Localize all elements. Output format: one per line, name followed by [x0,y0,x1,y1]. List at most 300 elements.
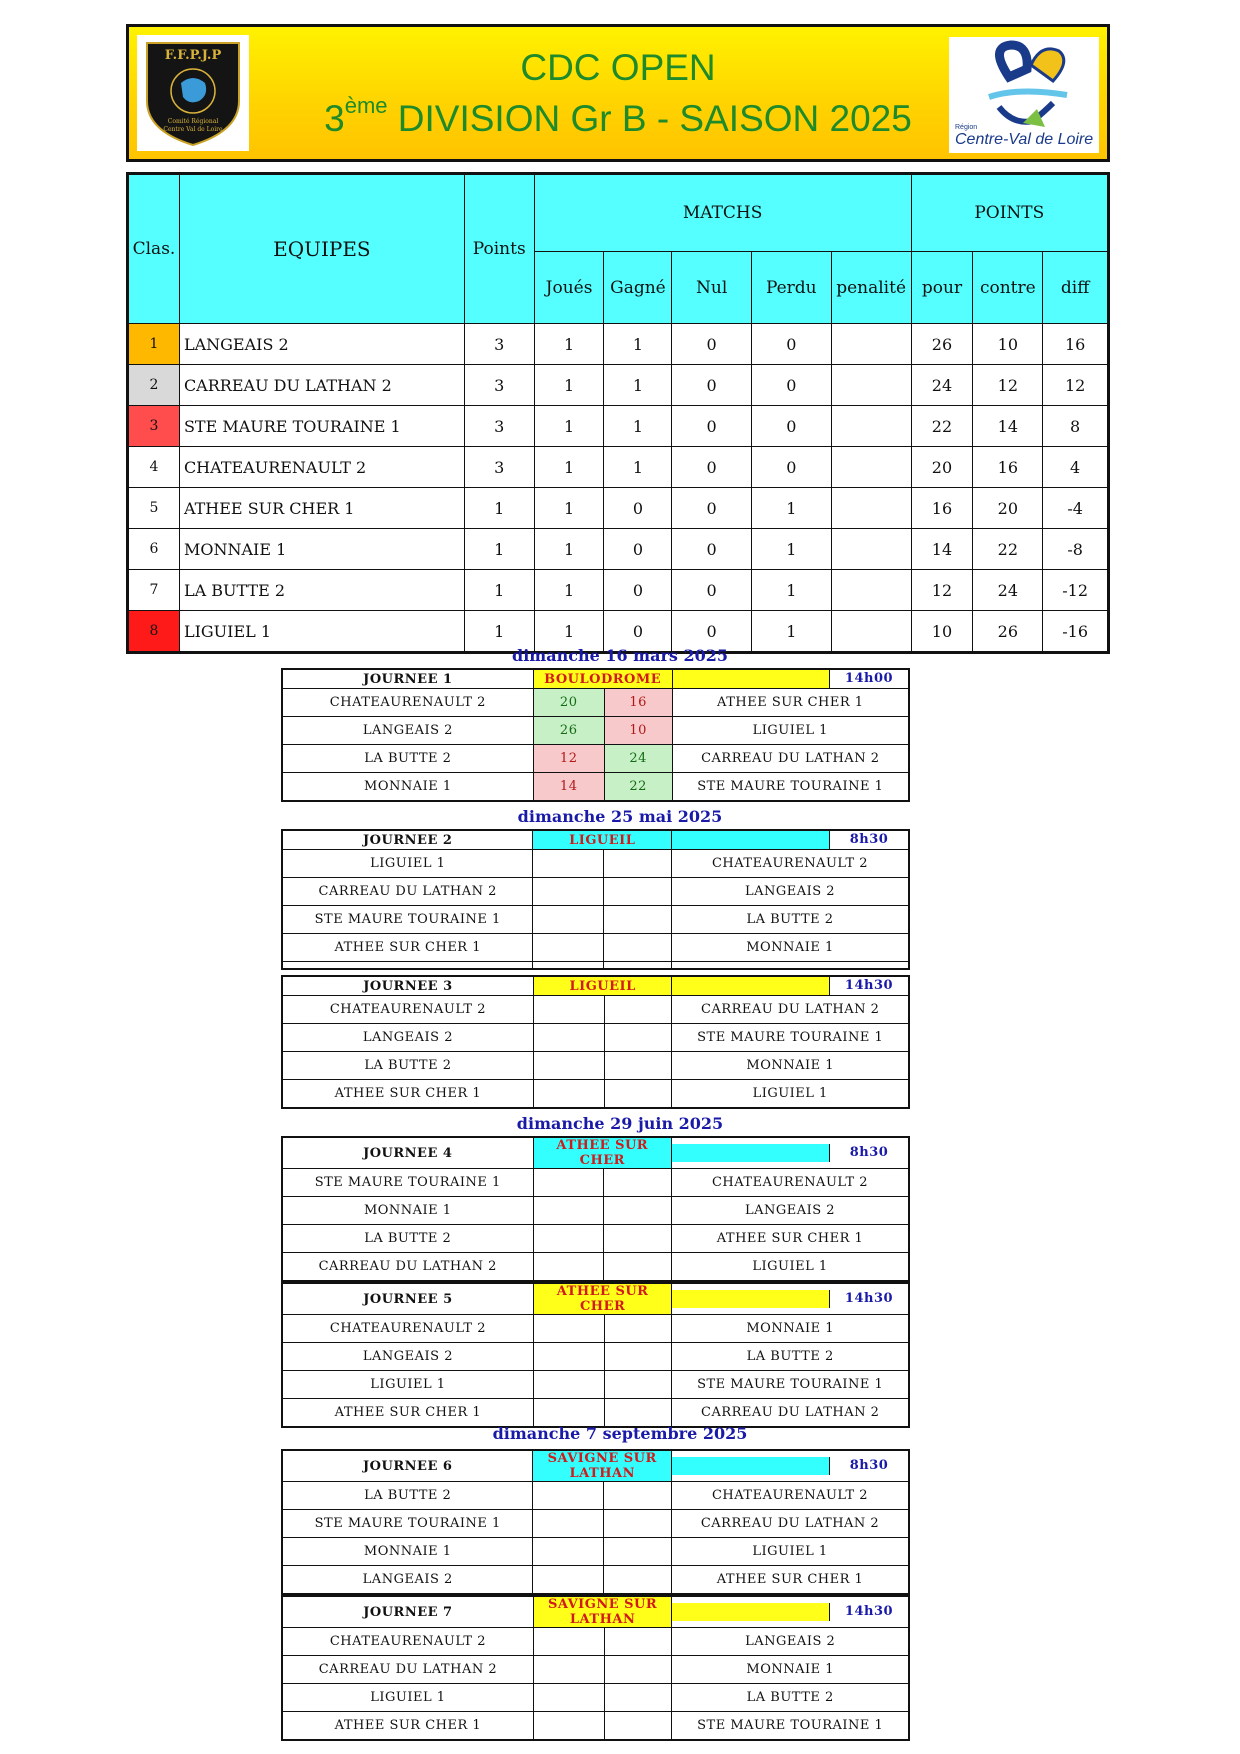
cell-penalite [831,365,911,406]
match-row [282,850,909,878]
cell-rank: 5 [128,488,180,529]
match-s2: 10 [604,717,672,745]
match-away: MONNAIE 1 [672,934,909,962]
cell-perdu: 0 [751,406,831,447]
journee-venue-time [672,1137,909,1169]
match-away: CARREAU DU LATHAN 2 [672,745,909,773]
match-away: MONNAIE 1 [672,1656,909,1684]
spacer-cell [282,962,533,970]
match-s2 [604,1052,672,1080]
cell-rank: 2 [128,365,180,406]
cell-contre: 24 [973,570,1043,611]
match-s2 [604,1253,672,1282]
cell-joues: 1 [534,611,604,653]
cell-points: 1 [464,611,534,653]
journee-time: 14h30 [844,1604,894,1619]
match-home: LA BUTTE 2 [282,1052,533,1080]
cell-nul: 0 [672,570,752,611]
match-row [282,1399,909,1428]
cell-pour: 12 [911,570,973,611]
standings-row [128,488,1109,529]
match-s1 [533,1343,604,1371]
cell-points: 1 [464,570,534,611]
cell-rank: 1 [128,324,180,365]
col-header-contre: contre [973,252,1043,324]
journee-time: 8h30 [849,832,889,847]
cell-nul: 0 [672,529,752,570]
cell-diff: 12 [1043,365,1109,406]
date-heading: dimanche 7 septembre 2025 [492,1424,748,1443]
match-home: CHATEAURENAULT 2 [282,689,533,717]
match-s1 [533,878,604,906]
match-row [282,996,909,1024]
match-away: CHATEAURENAULT 2 [672,1482,909,1510]
match-home: LANGEAIS 2 [282,1024,533,1052]
cell-contre: 14 [973,406,1043,447]
match-row [282,878,909,906]
cell-team: CARREAU DU LATHAN 2 [179,365,464,406]
cell-diff: -4 [1043,488,1109,529]
cell-gagne: 0 [604,488,672,529]
cell-diff: -12 [1043,570,1109,611]
match-s2 [604,1656,672,1684]
match-home: ATHEE SUR CHER 1 [282,1080,533,1109]
match-s2 [604,934,672,962]
cell-joues: 1 [534,447,604,488]
journee-venue-time [672,1450,909,1482]
match-home: MONNAIE 1 [282,773,533,802]
cell-diff: 4 [1043,447,1109,488]
standings-row [128,570,1109,611]
match-row [282,1510,909,1538]
match-s1 [533,850,604,878]
match-s2 [604,996,672,1024]
match-away: ATHEE SUR CHER 1 [672,1566,909,1595]
col-header-points-group: POINTS [911,174,1108,252]
match-away: MONNAIE 1 [672,1315,909,1343]
subtitle-text: DIVISION Gr B - SAISON 2025 [387,98,912,139]
cell-team: LIGUIEL 1 [179,611,464,653]
match-row [282,1253,909,1282]
match-home: STE MAURE TOURAINE 1 [282,1169,533,1197]
match-away: CHATEAURENAULT 2 [672,1169,909,1197]
journee-table [281,1595,910,1741]
cell-team: CHATEAURENAULT 2 [179,447,464,488]
col-header-nul: Nul [672,252,752,324]
match-s2: 22 [604,773,672,802]
match-away: LANGEAIS 2 [672,1628,909,1656]
cell-nul: 0 [672,447,752,488]
match-home: ATHEE SUR CHER 1 [282,934,533,962]
date-heading: dimanche 25 mai 2025 [517,807,723,826]
match-row [282,773,909,802]
cell-pour: 22 [911,406,973,447]
cell-rank: 7 [128,570,180,611]
spacer-cell [604,962,672,970]
col-header-pour: pour [911,252,973,324]
cell-penalite [831,488,911,529]
col-header-points: Points [464,174,534,324]
match-s2 [604,1080,672,1109]
match-away: STE MAURE TOURAINE 1 [672,1371,909,1399]
match-home: CHATEAURENAULT 2 [282,1315,533,1343]
logo-left-title: F.F.P.J.P [164,48,222,63]
cell-diff: 8 [1043,406,1109,447]
standings-row [128,365,1109,406]
match-row [282,1169,909,1197]
journee-venue: SAVIGNE SUR LATHAN [533,1450,672,1482]
match-home: LANGEAIS 2 [282,717,533,745]
standings-table [126,172,1110,654]
match-row [282,1538,909,1566]
match-s2 [604,1343,672,1371]
match-s1 [533,1482,604,1510]
match-away: LA BUTTE 2 [672,1343,909,1371]
cell-gagne: 0 [604,570,672,611]
match-s2 [604,850,672,878]
cell-pour: 26 [911,324,973,365]
spacer-cell [533,962,604,970]
cell-contre: 22 [973,529,1043,570]
match-s1 [533,1628,604,1656]
match-home: CARREAU DU LATHAN 2 [282,1656,533,1684]
match-s2 [604,1315,672,1343]
journee-time: 8h30 [849,1458,889,1473]
cell-team: STE MAURE TOURAINE 1 [179,406,464,447]
logo-left-sub3: Centre Val de Loire [163,126,223,133]
match-s2 [604,906,672,934]
match-s2 [604,1169,672,1197]
match-row [282,1197,909,1225]
journee-label: JOURNEE 3 [282,976,533,996]
cell-nul: 0 [672,488,752,529]
journee-time: 14h30 [844,978,894,993]
match-away: CARREAU DU LATHAN 2 [672,1399,909,1428]
match-s2 [604,1628,672,1656]
match-home: CHATEAURENAULT 2 [282,1628,533,1656]
cell-points: 3 [464,324,534,365]
match-away: CARREAU DU LATHAN 2 [672,1510,909,1538]
match-s1 [533,1052,604,1080]
subtitle-number: 3 [324,98,345,139]
match-s1 [533,1510,604,1538]
cell-rank: 3 [128,406,180,447]
journee-label: JOURNEE 5 [282,1283,533,1315]
venue-fill [672,977,830,995]
cell-points: 1 [464,529,534,570]
journee-venue-time [672,669,909,689]
match-home: STE MAURE TOURAINE 1 [282,1510,533,1538]
match-s1 [533,906,604,934]
match-away: LIGUIEL 1 [672,717,909,745]
match-s2 [604,1399,672,1428]
journee-venue-time [672,830,909,850]
venue-fill [672,1144,830,1162]
journee-venue: ATHEE SUR CHER [533,1283,672,1315]
match-s2 [604,1225,672,1253]
cell-joues: 1 [534,365,604,406]
cell-nul: 0 [672,611,752,653]
match-s1 [533,1225,604,1253]
cell-contre: 26 [973,611,1043,653]
journee-venue: LIGUEIL [533,830,672,850]
venue-fill [673,670,830,688]
col-header-matchs: MATCHS [534,174,911,252]
journee-table [281,829,910,970]
match-away: STE MAURE TOURAINE 1 [672,1024,909,1052]
standings-row [128,406,1109,447]
match-away: LIGUIEL 1 [672,1080,909,1109]
match-row [282,906,909,934]
cell-perdu: 1 [751,488,831,529]
match-s1 [533,1712,604,1741]
match-away: LANGEAIS 2 [672,878,909,906]
match-s2 [604,878,672,906]
cell-perdu: 0 [751,447,831,488]
journee-label: JOURNEE 4 [282,1137,533,1169]
cell-gagne: 1 [604,447,672,488]
journee-label: JOURNEE 2 [282,830,533,850]
cell-contre: 16 [973,447,1043,488]
standings-row [128,447,1109,488]
col-header-clas: Clas. [128,174,180,324]
journee-venue: ATHEE SUR CHER [533,1137,672,1169]
journee-venue: SAVIGNE SUR LATHAN [533,1596,672,1628]
journee-header [282,976,909,996]
journee-table [281,668,910,802]
region-logo [949,37,1099,153]
match-row [282,1628,909,1656]
col-header-equipes: EQUIPES [179,174,464,324]
date-heading: dimanche 16 mars 2025 [512,646,728,665]
cell-nul: 0 [672,365,752,406]
cell-gagne: 1 [604,324,672,365]
match-s2 [604,1371,672,1399]
journee-venue: BOULODROME [533,669,672,689]
col-header-diff: diff [1043,252,1109,324]
journee-venue-time [672,1283,909,1315]
match-home: LA BUTTE 2 [282,1482,533,1510]
standings-row [128,324,1109,365]
match-s2 [604,1482,672,1510]
match-home: ATHEE SUR CHER 1 [282,1712,533,1741]
journee-table [281,975,910,1109]
match-row [282,1482,909,1510]
match-home: LA BUTTE 2 [282,1225,533,1253]
cell-nul: 0 [672,324,752,365]
match-away: LA BUTTE 2 [672,906,909,934]
match-row [282,689,909,717]
match-away: LANGEAIS 2 [672,1197,909,1225]
match-s2 [604,1684,672,1712]
match-home: MONNAIE 1 [282,1197,533,1225]
cell-joues: 1 [534,406,604,447]
cell-rank: 6 [128,529,180,570]
journee-venue-time [672,1596,909,1628]
match-away: LIGUIEL 1 [672,1538,909,1566]
col-header-perdu: Perdu [751,252,831,324]
page-title: CDC OPEN [520,47,716,88]
header-banner [126,24,1110,162]
match-home: LANGEAIS 2 [282,1343,533,1371]
cell-perdu: 0 [751,324,831,365]
cell-perdu: 1 [751,529,831,570]
cell-penalite [831,324,911,365]
cell-gagne: 0 [604,611,672,653]
venue-fill [672,1603,830,1621]
cell-joues: 1 [534,570,604,611]
journee-header [282,1283,909,1315]
match-away: MONNAIE 1 [672,1052,909,1080]
cell-penalite [831,406,911,447]
match-away: LA BUTTE 2 [672,1684,909,1712]
cell-penalite [831,529,911,570]
cell-pour: 16 [911,488,973,529]
match-s1 [533,1684,604,1712]
match-row [282,1371,909,1399]
cell-points: 3 [464,365,534,406]
journee-venue: LIGUEIL [533,976,672,996]
match-away: CARREAU DU LATHAN 2 [672,996,909,1024]
journee-table [281,1136,910,1282]
match-home: ATHEE SUR CHER 1 [282,1399,533,1428]
cell-joues: 1 [534,529,604,570]
region-name: Centre-Val de Loire [955,131,1094,148]
match-s1 [533,1315,604,1343]
cell-contre: 12 [973,365,1043,406]
match-home: LIGUIEL 1 [282,1684,533,1712]
journee-header [282,1596,909,1628]
journee-label: JOURNEE 7 [282,1596,533,1628]
match-s2 [604,1024,672,1052]
journee-venue-time [672,976,909,996]
match-row [282,1566,909,1595]
journee-label: JOURNEE 6 [282,1450,533,1482]
cell-pour: 20 [911,447,973,488]
journee-header [282,1450,909,1482]
match-row [282,1656,909,1684]
match-s1: 12 [533,745,604,773]
match-row [282,1343,909,1371]
date-heading: dimanche 29 juin 2025 [516,1114,724,1133]
match-row [282,934,909,962]
cell-pour: 10 [911,611,973,653]
journee-time: 14h00 [844,671,894,686]
cell-rank: 4 [128,447,180,488]
match-home: LIGUIEL 1 [282,1371,533,1399]
match-s2 [604,1712,672,1741]
cell-points: 3 [464,447,534,488]
cell-perdu: 1 [751,611,831,653]
match-row [282,1225,909,1253]
match-row [282,1315,909,1343]
journee-header [282,830,909,850]
match-home: LANGEAIS 2 [282,1566,533,1595]
cell-diff: -8 [1043,529,1109,570]
cell-contre: 10 [973,324,1043,365]
cell-gagne: 1 [604,406,672,447]
match-row [282,1684,909,1712]
match-s1: 20 [533,689,604,717]
cell-joues: 1 [534,324,604,365]
col-header-gagne: Gagné [604,252,672,324]
cell-penalite [831,447,911,488]
match-s1 [533,1566,604,1595]
match-s2 [604,1566,672,1595]
venue-fill [672,831,830,849]
match-s1 [533,1371,604,1399]
match-home: CARREAU DU LATHAN 2 [282,1253,533,1282]
match-row [282,1080,909,1109]
cell-team: ATHEE SUR CHER 1 [179,488,464,529]
match-away: ATHEE SUR CHER 1 [672,689,909,717]
cell-contre: 20 [973,488,1043,529]
cell-points: 1 [464,488,534,529]
journee-label: JOURNEE 1 [282,669,533,689]
match-s1 [533,934,604,962]
match-s1 [533,1399,604,1428]
match-s1: 26 [533,717,604,745]
venue-fill [672,1290,830,1308]
match-s1 [533,1024,604,1052]
cell-gagne: 0 [604,529,672,570]
cell-joues: 1 [534,488,604,529]
match-away: ATHEE SUR CHER 1 [672,1225,909,1253]
spacer-row [282,962,909,970]
cell-nul: 0 [672,406,752,447]
match-row [282,745,909,773]
logo-left-sub2: Comité Régional [167,118,219,125]
cell-diff: 16 [1043,324,1109,365]
cell-rank: 8 [128,611,180,653]
cell-pour: 14 [911,529,973,570]
match-s2: 24 [604,745,672,773]
col-header-penalite: penalité [831,252,911,324]
match-s2 [604,1538,672,1566]
journee-table [281,1282,910,1428]
subtitle-sup: ème [344,93,388,118]
match-home: STE MAURE TOURAINE 1 [282,906,533,934]
journee-header [282,1137,909,1169]
cell-pour: 24 [911,365,973,406]
match-s2: 16 [604,689,672,717]
journee-header [282,669,909,689]
col-header-joues: Joués [534,252,604,324]
match-home: MONNAIE 1 [282,1538,533,1566]
venue-fill [672,1457,830,1475]
standings-row [128,529,1109,570]
match-s1 [533,1656,604,1684]
match-row [282,717,909,745]
cell-points: 3 [464,406,534,447]
region-small-label: Région [955,124,978,131]
match-s1 [533,1169,604,1197]
cell-gagne: 1 [604,365,672,406]
journee-time: 14h30 [844,1291,894,1306]
match-s1 [533,1197,604,1225]
match-s1 [533,1253,604,1282]
cell-team: MONNAIE 1 [179,529,464,570]
match-away: STE MAURE TOURAINE 1 [672,773,909,802]
journee-time: 8h30 [849,1145,889,1160]
match-away: CHATEAURENAULT 2 [672,850,909,878]
match-row [282,1712,909,1741]
match-s1 [533,1080,604,1109]
match-s1: 14 [533,773,604,802]
match-home: CARREAU DU LATHAN 2 [282,878,533,906]
match-home: LA BUTTE 2 [282,745,533,773]
spacer-cell [672,962,909,970]
